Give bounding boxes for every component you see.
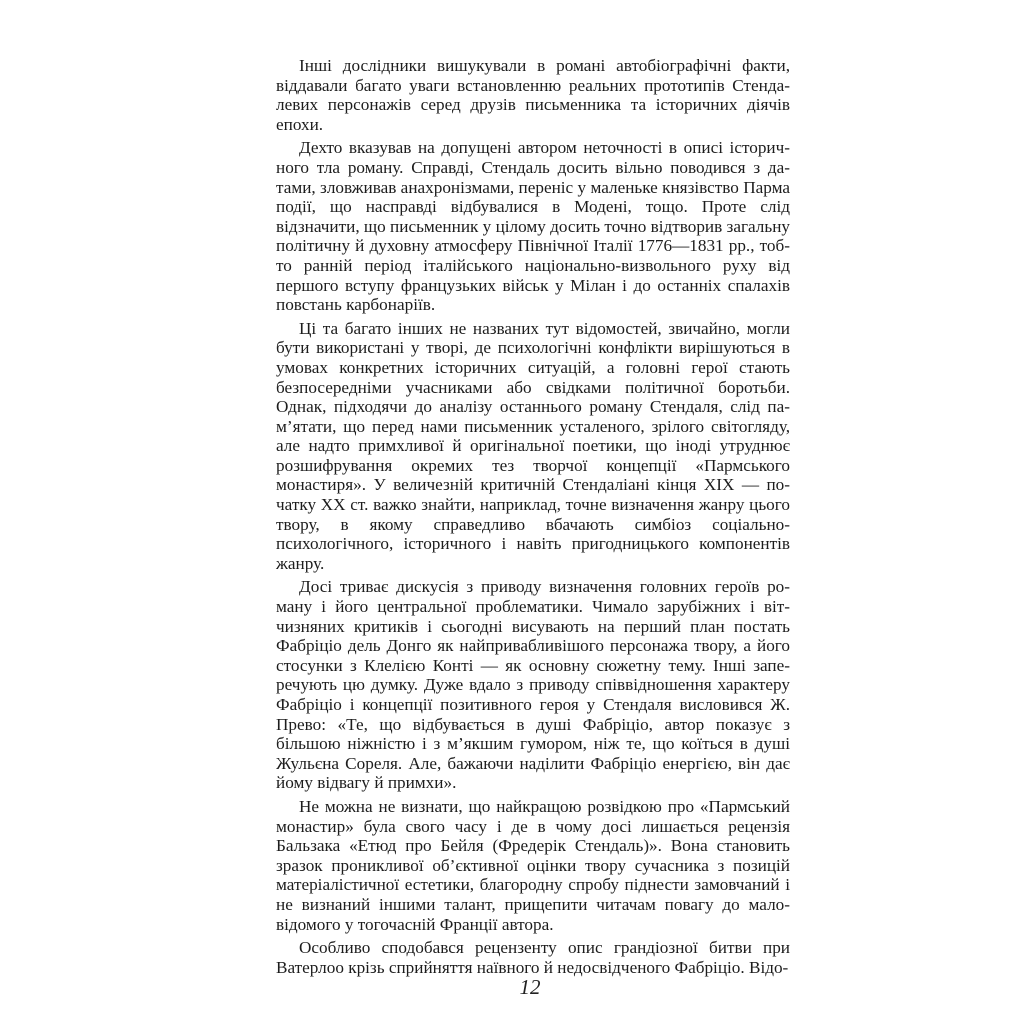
paragraph-6: Особливо сподобався рецензенту опис грандіозної битви при Ватерлоо крізь сприйняття наївного й недосвідченого Фабріціо. Відо- — [276, 938, 790, 977]
page-number: 12 — [519, 975, 541, 999]
body-text — [276, 56, 790, 981]
paragraph-5: Не можна не визнати, що найкращою розвідкою про «Пармський монастир» була свого часу і де в чому досі лишається рецензія Бальзака «Етюд про Бейля (Фредерік Стендаль)». Вона становить зразок проникливої об’єктивної оцінки твору сучасника з позицій матеріалістичної естетики, благородну спробу піднести замовчаний і не визнаний іншими талант, прищепити читачам повагу до маловідомого у тогочасній Франції автора. — [276, 796, 790, 934]
paragraph-1: Інші дослідники вишукували в романі автобіографічні факти, віддавали багато уваги встановленню реальних прототипів Стендалевих персонажів серед друзів письменника та історичних діячів епохи. — [276, 56, 790, 134]
paragraph-2: Дехто вказував на допущені автором неточності в описі історичного тла роману. Справді, Стендаль досить вільно поводився з датами, зловживав анахронізмами, переніс у маленьке князівство Парма події, що насправді відбувалися в Модені, тощо. Проте слід відзначити, що письменник у цілому досить точно відтворив загальну політичну й духовну атмосферу Північної Італії 1776—1831 рр., тобто ранній період італійського національно-визвольного руху від першого вступу французьких військ у Мілан і до останніх спалахів повстань карбонаріїв. — [276, 138, 790, 315]
paragraph-3: Ці та багато інших не названих тут відомостей, звичайно, могли бути використані у творі, де психологічні конфлікти вирішуються в умовах конкретних історичних ситуацій, а головні герої стають безпосередніми учасниками або свідками політичної боротьби. Однак, підходячи до аналізу останнього роману Стендаля, слід пам’ятати, що перед нами письменник усталеного, зрілого світогляду, але надто примхливої й оригінальної поетики, що іноді утруднює розшифрування окремих тез творчої концепції «Пармського монастиря». У величезній критичній Стендаліані кінця XIX — початку XX ст. важко знайти, наприклад, точне визначення жанру цього твору, в якому справедливо вбачають симбіоз соціально-психологічного, історичного і навіть пригодницького компонентів жанру. — [276, 318, 790, 573]
paragraph-4: Досі триває дискусія з приводу визначення головних героїв роману і його центральної проблематики. Чимало зарубіжних і вітчизняних критиків і сьогодні висувають на перший план постать Фабріціо дель Донго як найпривабливішого персонажа твору, а його стосунки з Клелією Конті — як основну сюжетну тему. Інші заперечують цю думку. Дуже вдало з приводу співвідношення характеру Фабріціо і концепції позитивного героя у Стендаля висловився Ж. Прево: «Те, що відбувається в душі Фабріціо, автор показує з більшою ніжністю і з м’якшим гумором, ніж те, що коїться в душі Жульєна Сореля. Але, бажаючи наділити Фабріціо енергією, він дає йому відвагу й примхи». — [276, 577, 790, 793]
